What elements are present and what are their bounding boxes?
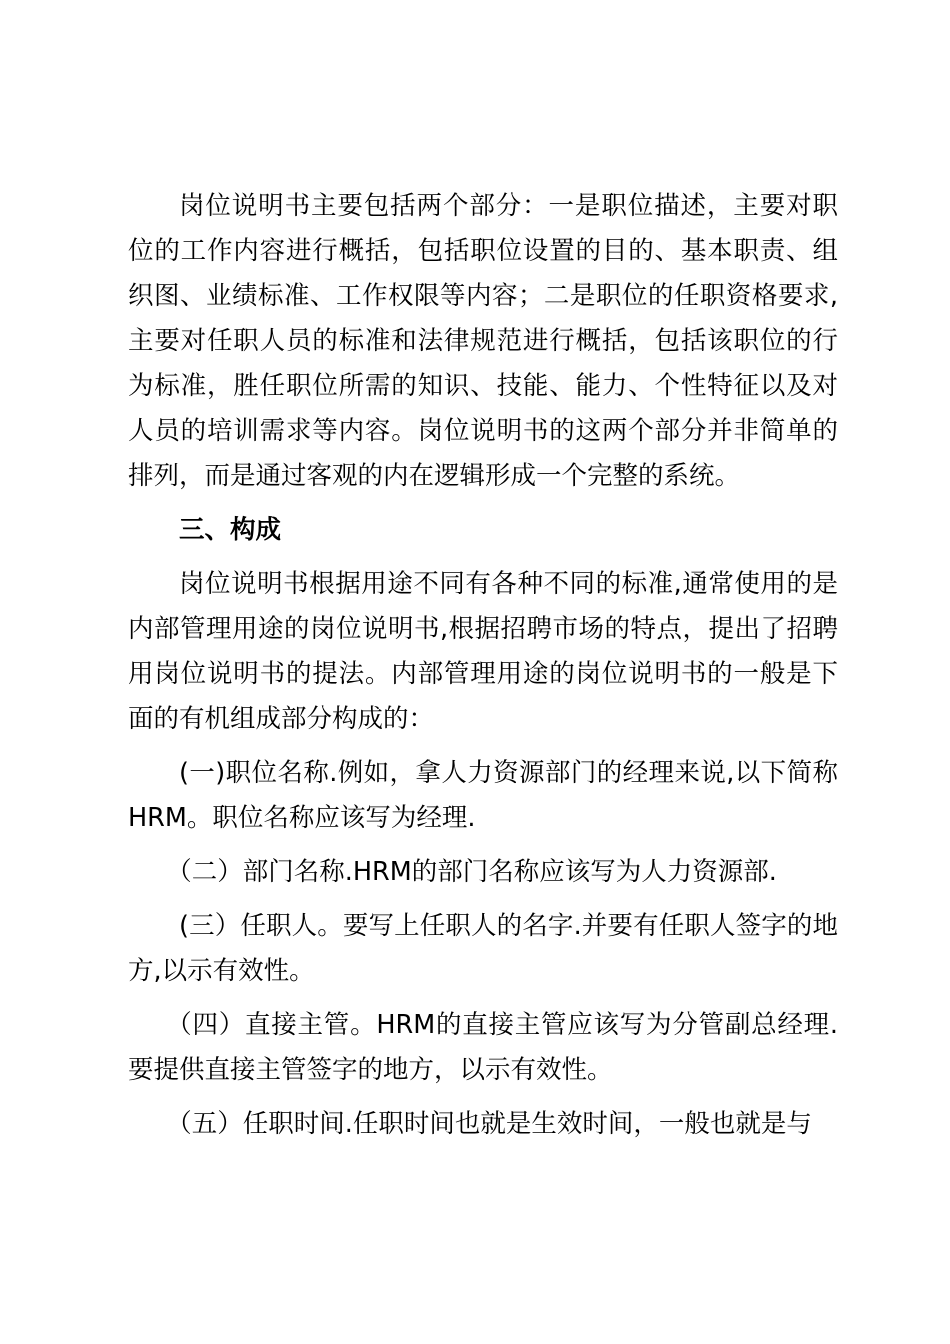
intro-paragraph: 岗位说明书主要包括两个部分：一是职位描述，主要对职位的工作内容进行概括，包括职位设置的目的、基本职责、组织图、业绩标准、工作权限等内容；二是职位的任职资格要求,主要对任职人员的标准和法律规范进行概括，包括该职位的行为标准，胜任职位所需的知识、技能、能力、个性特征以及对人员的培训需求等内容。岗位说明书的这两个部分并非简单的排列，而是通过客观的内在逻辑形成一个完整的系统。 (128, 191, 838, 491)
document-body (128, 184, 838, 1147)
list-item-1: (一)职位名称.例如，拿人力资源部门的经理来说,以下简称HRM。职位名称应该写为经理. (128, 758, 838, 833)
section-heading: 三、构成 (179, 515, 282, 545)
list-item-2: （二）部门名称.HRM的部门名称应该写为人力资源部. (166, 857, 777, 887)
list-item-3: (三）任职人。要写上任职人的名字.并要有任职人签字的地方,以示有效性。 (128, 911, 838, 986)
section-paragraph: 岗位说明书根据用途不同有各种不同的标准,通常使用的是内部管理用途的岗位说明书,根据招聘市场的特点，提出了招聘用岗位说明书的提法。内部管理用途的岗位说明书的一般是下面的有机组成部分构成的： (128, 569, 838, 734)
list-item-4: （四）直接主管。HRM的直接主管应该写为分管副总经理.要提供直接主管签字的地方，以示有效性。 (128, 1010, 838, 1085)
list-item-5: （五）任职时间.任职时间也就是生效时间，一般也就是与 (166, 1109, 812, 1139)
